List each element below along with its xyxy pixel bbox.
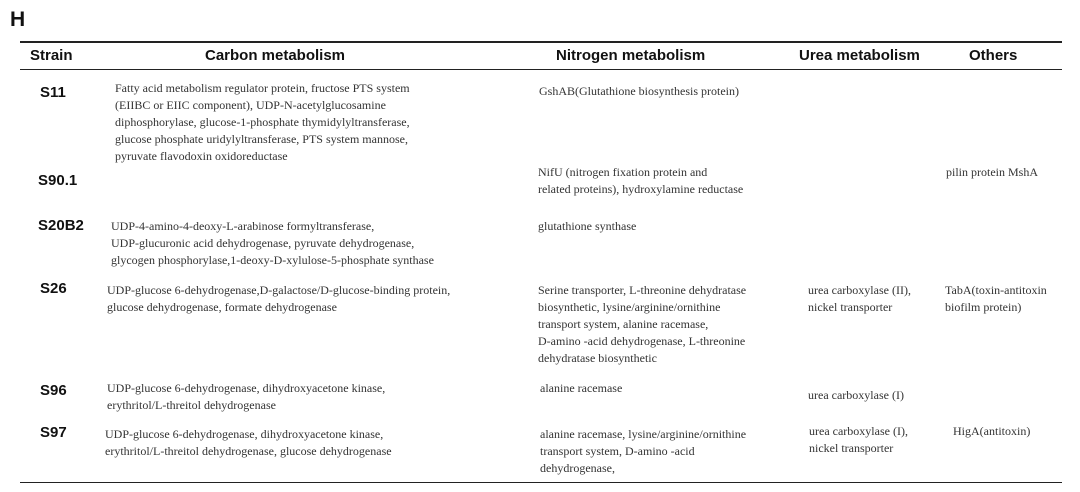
carbon-cell: UDP-glucose 6-dehydrogenase, dihydroxyacetone kinase, erythritol/L-threitol dehydrogenase, glucose dehydrogenase <box>105 427 392 458</box>
urea-cell: urea carboxylase (II), nickel transporter <box>808 283 911 314</box>
strain-label: S11 <box>40 84 66 101</box>
nitrogen-cell: glutathione synthase <box>538 219 637 233</box>
nitrogen-cell: alanine racemase <box>540 381 623 395</box>
carbon-cell: Fatty acid metabolism regulator protein, fructose PTS system (EIIBC or EIIC component), UDP-N-acetylglucosamine diphosphorylase, glucose-1-phosphate thymidylyltransferase, glucose phosphate uridylyltransferase, PTS system mannose, pyruvate flavodoxin oxidoreductase <box>115 81 410 163</box>
others-cell: TabA(toxin-antitoxin biofilm protein) <box>945 283 1047 314</box>
strain-label: S20B2 <box>38 217 84 234</box>
panel-label: H <box>10 8 26 31</box>
bottom-rule <box>20 482 1062 483</box>
strain-label: S26 <box>40 280 67 297</box>
header-others: Others <box>969 47 1018 64</box>
header-rule <box>20 69 1062 70</box>
header-nitrogen: Nitrogen metabolism <box>556 47 706 64</box>
nitrogen-cell: alanine racemase, lysine/arginine/ornithine transport system, D-amino -acid dehydrogenase, <box>540 427 747 475</box>
header-carbon: Carbon metabolism <box>205 47 346 64</box>
header-strain: Strain <box>30 47 73 64</box>
others-cell: pilin protein MshA <box>946 165 1038 179</box>
strain-label: S90.1 <box>38 172 78 189</box>
urea-cell: urea carboxylase (I) <box>808 388 904 402</box>
carbon-cell: UDP-glucose 6-dehydrogenase,D-galactose/D-glucose-binding protein, glucose dehydrogenase, formate dehydrogenase <box>107 283 451 314</box>
nitrogen-cell: GshAB(Glutathione biosynthesis protein) <box>539 84 739 98</box>
strain-label: S96 <box>40 382 67 399</box>
nitrogen-cell: Serine transporter, L-threonine dehydratase biosynthetic, lysine/arginine/ornithine transport system, alanine racemase, D-amino -acid dehydrogenase, L-threonine dehydratase biosynthetic <box>538 283 747 365</box>
strain-label: S97 <box>40 424 67 441</box>
urea-cell: urea carboxylase (I), nickel transporter <box>809 424 908 455</box>
carbon-cell: UDP-4-amino-4-deoxy-L-arabinose formyltransferase, UDP-glucuronic acid dehydrogenase, pyruvate dehydrogenase, glycogen phosphorylase,1-deoxy-D-xylulose-5-phosphate synthase <box>111 219 434 267</box>
nitrogen-cell: NifU (nitrogen fixation protein and related proteins), hydroxylamine reductase <box>538 165 744 196</box>
others-cell: HigA(antitoxin) <box>953 424 1031 438</box>
carbon-cell: UDP-glucose 6-dehydrogenase, dihydroxyacetone kinase, erythritol/L-threitol dehydrogenase <box>107 381 386 412</box>
header-urea: Urea metabolism <box>799 47 920 64</box>
top-rule <box>20 41 1062 43</box>
